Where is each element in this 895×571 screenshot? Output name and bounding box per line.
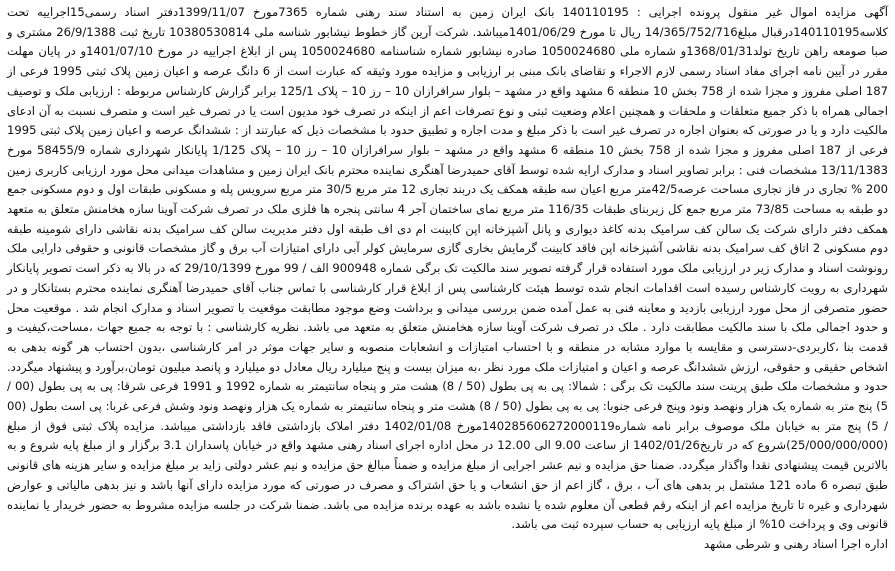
notice-signature: اداره اجرا اسناد رهنی و شرطی مشهد — [704, 536, 888, 551]
notice-body-text: آگهی مزایده اموال غیر منقول پرونده اجرایی : 140110195 بانک ایران زمین به استناد سند رهنی شماره 7365مورخ 1399/11/07دفتر اسناد رسمی15اجراییه تحت کلاسه140110195درقبال مبلغ14/365/752/716 ریال تا مورخ 1401/06/29میباشد. شرکت آرین گاز خطوط نیشابور شناسه ملی 10380530814 تاریخ ثبت 26/9/1388 مشتری و صبا صومعه راهن تاریخ تولد1368/01/31و شماره ملی 1050024680 صادره نیشابور شماره شناسنامه 1050024680 پس از ابلاغ اجراییه در مورخ 1401/07/10و در پایان مهلت مقرر در آیین نامه اجرای مفاد اسناد رسمی لازم الاجراء و تقاضای بانک مبنی بر ارزیابی و مزایده مورد وثیقه که عبارت است از 6 دانگ عرصه و اعیان زمین پلاک ثبتی 1995 فرعی از 187 اصلی مفروز و مجزا شده از 758 بخش 10 منطقه 6 مشهد واقع در مشهد – بلوار سرافرازان 10 – رز 10 – پلاک 125/1 برابر گزارش کارشناس مربوطه : ارزیابی ملک و توصیف اجمالی همراه با ذکر جمیع متعلقات و ملحقات و همچنین اعلام وضعیت ثبتی و نوع تصرفات اعم از اینکه در تصرف خود مدیون است یا در تصرف غیر است و متصرف نسبت به آن ادعای مالکیت دارد و یا در صورتی که بعنوان اجاره در تصرف غیر است با ذکر مبلغ و مدت اجاره و تطبیق حدود با مشخصات ذیل که عبارتند از : ششدانگ عرصه و اعیان زمین پلاک ثبتی 1995 فرعی از 187 اصلی مفروز و مجزا شده از 758 بخش 10 منطقه 6 مشهد واقع در مشهد – بلوار سرافرازان 10 – رز 10 – پلاک 1/125 پایانکار شهرداری شماره 58455/9 مورخ 13/11/1383 مشخصات فنی : برابر تصاویر اسناد و مدارک ارایه شده توسط آقای حمیدرضا آهنگری نماینده محترم بانک ایران زمین و مشاهدات میدانی محل مورد ارزیابی کاربری زمین 200 % تجاری در فاز تجاری مساحت عرصه42/5متر مربع اعیان سه طبقه همکف یک دربند تجاری 12 متر مربع 30/5 متر مربع سرویس پله و مسکونی طبقات اول و دوم مسکونی جمع دو طبقه به مساحت 73/85 متر مربع جمع کل زیربنای طبقات 116/35 متر مربع نمای ساختمان آجر 4 سانتی پنجره ها فلزی ملک در تصرف شرکت آوینا سازه هخامنش متعلق به متعهد همکف دفتر دارای شرکت یک سالن کف سرامیک بدنه کاغذ دیواری و پانل آشپزخانه اپن کابینت ام دی اف طبقه اول دفتر مدیریت سالن کف سرامیک بدنه نقاشی دارای شومینه طبقه دوم مسکونی 2 اتاق کف سرامیک بدنه نقاشی آشپزخانه اپن فاقد کابینت گرمایش بخاری گازی سرمایش کولر آبی دارای امتیازات آب برق و گاز مشخصات قانونی و حقوقی دارایی ملک رونوشت اسناد و مدارک زیر در ارزیابی ملک مورد استفاده قرار گرفته تصویر سند مالکیت تک برگی شماره 900948 الف / 99 مورخ 29/10/1399 که در بالا به ذکر است تصویر پایانکار شهرداری به رویت کارشناس رسیده است اقدامات انجام شده توسط هیئت کارشناسی پس از ابلاغ قرار کارشناسی با تماس جناب آقای حمیدرضا آهنگری نماینده محترم بستانکار و در حضور متصرفی از محل مورد ارزیابی بازدید و معاینه فنی به عمل آمده ضمن بررسی میدانی و برداشت وضع موجود مطابقت موقعیت با تصویر اسناد و مدارک انجام شد . موقعیت محل و حدود اجمالی ملک با سند مالکیت مطابقت دارد . ملک در تصرف شرکت آوینا سازه هخامنش متعلق به متعهد می باشد. نظریه کارشناسی : با توجه به جمیع جهات ،مساحت،کیفیت و قدمت بنا ،کاربردی-دسترسی و مقایسه با موارد مشابه در منطقه و با احتساب امتیازات و انشعابات منصوبه و سایر جهات موثر در امر کارشناسی ،بدون احتساب هر گونه بدهی به اشخاص حقیقی و حقوقی، ارزش ششدانگ عرصه و اعیان و امتیازات ملک مورد نظر ،به میزان بیست و پنج میلیارد ریال معادل دو میلیارد و پانصد میلیون تومان،برآورد و پیشنهاد میگردد. حدود و مشخصات ملک طبق پرینت سند مالکیت تک برگی : شمالا: پی به پی بطول (50 / 8) هشت متر و پنجاه سانتیمتر به شماره 1992 و 1991 فرعی شرقا: پی به پی بطول (00 / 5) پنج متر به شماره یک هزار ونهصد ونود وپنج فرعی جنوبا: پی به پی بطول (50 / 8) هشت متر و پنجاه سانتیمتر به شماره یک هزار ونهصد ونود وشش فرعی غربا: پی است بطول (00 / 5) پنج متر به خیابان ملک موصوف برابر نامه شماره140285606272000119مورخ 1402/01/08 دفتر املاک بازداشتی فاقد بازداشتی میباشد. مزایده پلاک ثبتی فوق از مبلغ (25/000/000/000)شروع که در تاریخ1402/01/26 از ساعت 9.00 الی 12.00 در محل اداره اجرای اسناد رهنی مشهد واقع در خیابان پاسداران 3.1 برگزار و از مبلغ پایه شروع و به بالاترین قیمت پیشنهادی نقدا واگذار میگردد. ضمنا حق مزایده و نیم عشر اجرایی از مبلغ مزایده و ضمناً مبالغ حق مزایده و نیم عشر دولتی زاید بر مبلغ مزایده و سایر هزینه های قانونی طبق تبصره 6 ماده 121 مشتمل بر بدهی های آب ، برق ، گاز اعم از حق انشعاب و یا حق اشتراک و مصرف در صورتی که مورد مزایده دارای آنها باشد و نیز بدهی مالیاتی و عوارض شهرداری و غیره تا تاریخ مزایده اعم از اینکه رقم قطعی آن معلوم شده یا نشده باشد به عهده برنده مزایده می باشد. ضمنا شرکت در جلسه مزایده مشروط به حضور خریدار یا نماینده قانونی وی و پرداخت 10% از مبلغ پایه ارزیابی به حساب سپرده ثبت می باشد. — [7, 5, 889, 532]
